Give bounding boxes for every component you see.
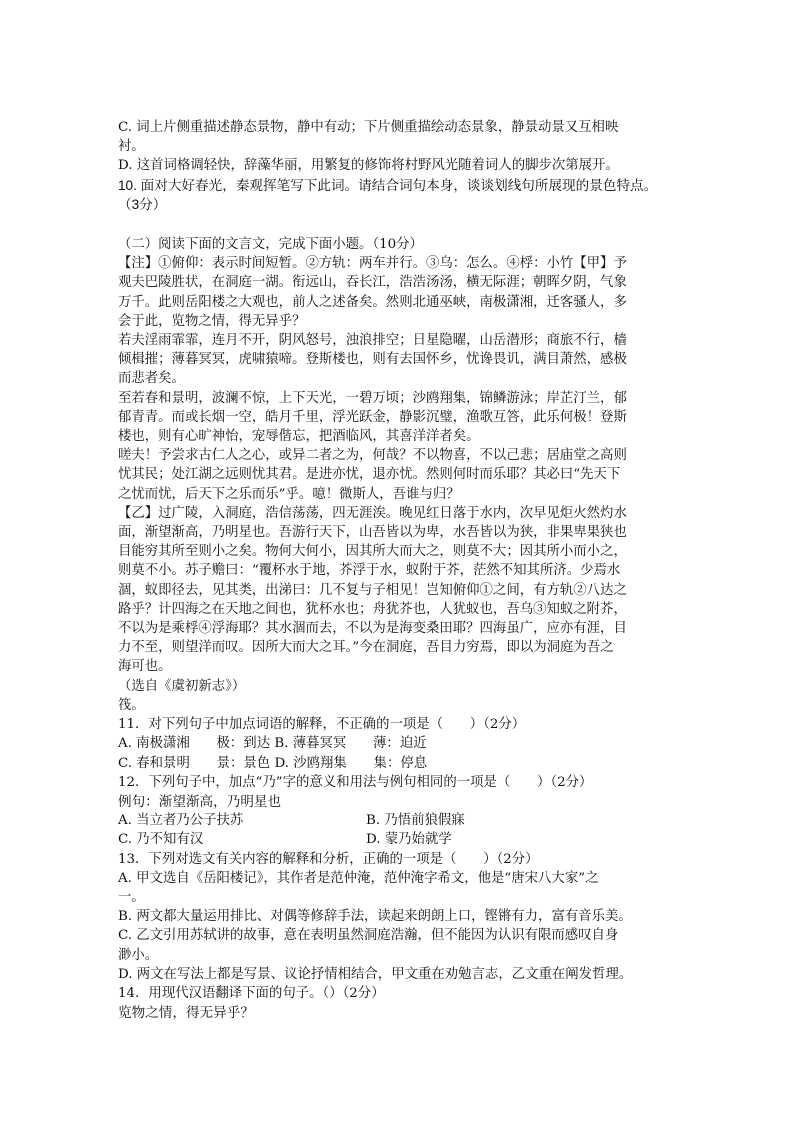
text-fragment: 浮海耶？其水涸而去，不以为是海变桑田耶？四海虽广，应亦有涯，目 xyxy=(211,621,627,637)
passage-line: 楼也，则有心旷神怡，宠辱偕忘，把酒临风，其喜洋洋者矣。 xyxy=(118,429,480,445)
passage-b-line xyxy=(118,600,678,619)
question-12: 12．下列句子中，加点“乃”字的意义和用法与例句相同的一项是（ ）（2分） xyxy=(118,774,593,790)
question-11-options-ab: A. 南极潇湘 极：到达 B. 薄暮冥冥 薄：迫近 xyxy=(118,736,427,752)
text-fragment: 不以为是乘桴 xyxy=(118,621,199,637)
question-13: 13．下列对选文有关内容的解释和分析，正确的一项是（ ）（2分） xyxy=(118,851,539,867)
section-heading: （二）阅读下面的文言文，完成下面小题。（10分） xyxy=(118,237,423,253)
passage-line: 至若春和景明，波澜不惊，上下天光，一碧万顷；沙鸥翔集，锦鳞游泳；岸芷汀兰，郁 xyxy=(118,390,627,406)
passage-b-line: 【乙】过广陵，入洞庭，浩信荡荡，四无涯涘。晚见红日落于水内，次早见炬火然灼水 xyxy=(118,505,627,521)
option-c: C. 乃不知有汉 xyxy=(118,832,204,848)
question-12-options-row1 xyxy=(118,811,678,830)
question-13-option-a1: A. 甲文选自《岳阳楼记》，其作者是范仲淹，范仲淹字希文，他是“唐宋八大家”之 xyxy=(118,870,599,886)
question-13-option-d: D. 两文在写法上都是写景、议论抒情相结合，甲文重在劝勉言志，乙文重在阐发哲理。 xyxy=(118,966,633,982)
question-11-options-cd: C. 春和景明 景：景色 D. 沙鸥翔集 集：停息 xyxy=(118,755,428,771)
passage-line: 而悲者矣。 xyxy=(118,371,185,387)
note-line: 【注】①俯仰：表示时间短暂。②方轨：两车并行。③乌：怎么。④桴：小竹【甲】予 xyxy=(118,256,627,272)
option-b: B. 乃悟前狼假寐 xyxy=(366,813,465,829)
passage-line: 若夫淫雨霏霏，连月不开，阴风怒号，浊浪排空；日星隐曜，山岳潜形；商旅不行，樯 xyxy=(118,333,627,349)
text-fragment: 路乎？计四海之在天地之间也，犹杯水也；舟犹芥也，人犹蚁也，吾乌 xyxy=(118,601,534,617)
question-14: 14．用现代汉语翻译下面的句子。（）（2分） xyxy=(118,985,385,1001)
question-11: 11．对下列句子中加点词语的解释，不正确的一项是（ ）（2分） xyxy=(118,717,526,733)
passage-line: 之忧而忧，后天下之乐而乐”乎。噫！微斯人，吾谁与归？ xyxy=(118,486,460,502)
passage-b-line: 力不至，则望洋而叹。因所大而大之耳。”今在洞庭，吾目力穷焉，即以为洞庭为吾之 xyxy=(118,640,614,656)
question-13-option-b: B. 两文都大量运用排比、对偶等修辞手法，读起来朗朗上口，铿锵有力，富有音乐美。 xyxy=(118,909,632,925)
passage-line: 忧其民；处江湖之远则忧其君。是进亦忧，退亦忧。然则何时而乐耶？其必曰“先天下 xyxy=(118,467,621,483)
question-10: 10. 面对大好春光，秦观挥笔写下此词。请结合词句本身，谈谈划线句所展现的景色特点。 xyxy=(118,177,658,193)
question-12-options-row2 xyxy=(118,830,678,849)
text-fragment: 知蚁之附芥， xyxy=(546,601,627,617)
passage-line: 万千。此则岳阳楼之大观也，前人之述备矣。然则北通巫峡，南极潇湘，迁客骚人，多 xyxy=(118,294,627,310)
passage-line: 郁青青。而或长烟一空，皓月千里，浮光跃金，静影沉璧，渔歌互答，此乐何极！登斯 xyxy=(118,409,627,425)
text-fragment: 涸，蚁即径去，见其类，出涕曰：几不复与子相见！岂知俯仰 xyxy=(118,582,480,598)
source-citation: （选自《虞初新志》） xyxy=(118,678,246,694)
option-c-line2: 衬。 xyxy=(118,139,145,155)
passage-line: 倾楫摧；薄暮冥冥，虎啸猿啼。登斯楼也，则有去国怀乡，忧谗畏讥，满目萧然，感极 xyxy=(118,352,627,368)
option-a: A. 当立者乃公子扶苏 xyxy=(118,813,244,829)
text-fragment: 八达之 xyxy=(586,582,627,598)
passage-b-line: 则莫不小。苏子赡曰：“覆杯水于地，芥浮于水，蚁附于芥，茫然不知其所济。少焉水 xyxy=(118,563,621,579)
passage-b-line xyxy=(118,581,678,600)
note-tail: 筏。 xyxy=(118,697,145,713)
passage-b-line: 目能穷其所至则小之矣。物何大何小，因其所大而大之，则莫不大；因其所小而小之， xyxy=(118,544,627,560)
question-13-option-a2: 一。 xyxy=(118,889,145,905)
option-c-line1: C. 词上片侧重描述静态景物，静中有动；下片侧重描绘动态景象，静景动景又互相映 xyxy=(118,120,619,135)
option-d-line: D. 这首词格调轻快，辞藻华丽，用繁复的修饰将村野风光随着词人的脚步次第展开。 xyxy=(118,158,619,174)
text-fragment: 之间，有方轨 xyxy=(492,582,574,598)
option-d: D. 蒙乃始就学 xyxy=(366,832,452,848)
question-14-sentence: 览物之情，得无异乎？ xyxy=(118,1005,254,1021)
passage-line: 观夫巴陵胜状，在洞庭一湖。衔远山，吞长江，浩浩汤汤，横无际涯；朝晖夕阴，气象 xyxy=(118,275,627,291)
note-marker: ③ xyxy=(533,601,547,617)
question-13-option-c2: 渺小。 xyxy=(118,947,159,963)
note-marker: ④ xyxy=(198,621,212,637)
passage-b-line: 海可也。 xyxy=(118,659,172,675)
passage-b-line xyxy=(118,619,678,638)
passage-line: 会于此，览物之情，得无异乎？ xyxy=(118,313,306,329)
note-marker: ① xyxy=(479,582,493,598)
question-10-score: （3分） xyxy=(118,196,167,212)
document-page xyxy=(118,118,678,1022)
passage-line: 嗟夫！予尝求古仁人之心，或异二者之为，何哉？不以物喜，不以己悲；居庙堂之高则 xyxy=(118,448,627,464)
question-12-example: 例句：渐望渐高，乃明星也 xyxy=(118,793,282,809)
note-marker: ② xyxy=(573,582,587,598)
question-13-option-c1: C. 乙文引用苏轼讲的故事，意在表明虽然洞庭浩瀚，但不能因为认识有限而感叹自身 xyxy=(118,928,619,944)
passage-b-line: 面，渐望渐高，乃明星也。吾游行天下，山吾皆以为卑，水吾皆以为狭，非果卑果狭也 xyxy=(118,525,627,541)
